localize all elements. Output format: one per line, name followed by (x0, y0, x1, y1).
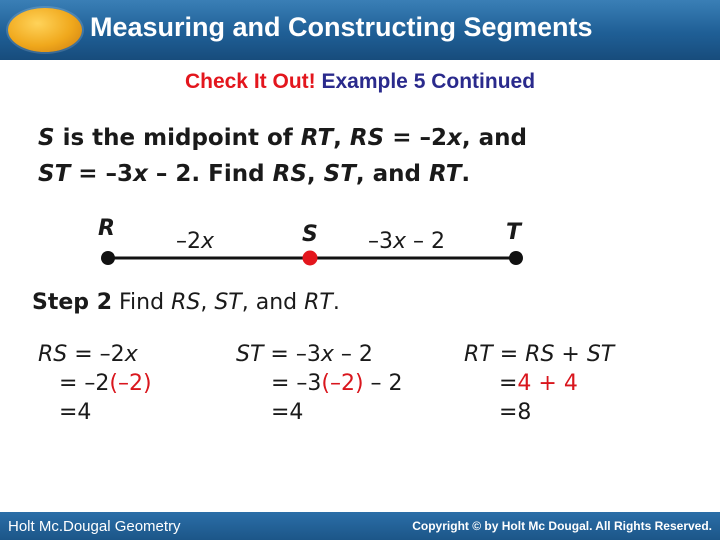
footer-bar (0, 512, 720, 540)
text-fragment: ST (323, 161, 356, 187)
text-fragment: RS (349, 125, 385, 151)
text-fragment: . (332, 290, 340, 315)
text-fragment: = –2 (38, 371, 110, 396)
substituted-value: (–2) (109, 371, 152, 396)
text-fragment: – 2 (406, 229, 446, 254)
text-fragment: S (38, 125, 55, 151)
text-fragment: = (492, 342, 526, 367)
text-fragment: RS (171, 290, 201, 315)
text-fragment: RT (304, 290, 333, 315)
text-fragment: RS (525, 342, 555, 367)
text-fragment: = –3 (263, 342, 321, 367)
text-fragment: =8 (464, 400, 532, 425)
text-fragment: , (306, 161, 324, 187)
problem-statement (38, 120, 698, 192)
text-fragment: is the midpoint of (54, 125, 301, 151)
text-fragment: , and (355, 161, 430, 187)
text-fragment: – 2 (333, 342, 373, 367)
text-fragment: RS (38, 342, 68, 367)
rs-row-3 (38, 398, 152, 427)
st-work (236, 340, 403, 427)
text-fragment: + (531, 371, 564, 396)
text-fragment: , (200, 290, 215, 315)
text-fragment: x (447, 125, 462, 151)
slide-title: Measuring and Constructing Segments (90, 12, 593, 42)
substituted-value: 4 (563, 371, 578, 396)
rs-work (38, 340, 152, 427)
text-fragment: = (464, 371, 518, 396)
substituted-value: (–2) (321, 371, 364, 396)
point-label-s: S (302, 222, 318, 247)
point-label-t: T (506, 220, 522, 245)
text-fragment: , (333, 125, 350, 151)
rt-row-3 (464, 398, 614, 427)
text-fragment: = –3 (70, 161, 134, 187)
rt-row-2 (464, 369, 614, 398)
text-fragment: x (124, 342, 138, 367)
segment-diagram (98, 248, 528, 268)
text-fragment: = –3 (236, 371, 322, 396)
st-row-2 (236, 369, 403, 398)
point-t (509, 251, 523, 265)
rs-row-2 (38, 369, 152, 398)
text-fragment: =4 (236, 400, 304, 425)
text-fragment: RT (429, 161, 462, 187)
st-row-1 (236, 340, 403, 369)
text-fragment: x (320, 342, 334, 367)
text-fragment: ST (586, 342, 615, 367)
problem-line-2 (38, 156, 698, 192)
text-fragment: x (133, 161, 148, 187)
text-fragment: –3 (368, 229, 393, 254)
example-label: Example 5 Continued (321, 70, 536, 93)
point-r (101, 251, 115, 265)
text-fragment: –2 (176, 229, 201, 254)
text-fragment: – 2 (363, 371, 403, 396)
step-2 (32, 290, 340, 315)
text-fragment: + (554, 342, 587, 367)
title-bar (0, 0, 720, 60)
problem-line-1 (38, 120, 698, 156)
text-fragment: RT (300, 125, 334, 151)
oval-logo-icon (8, 8, 82, 52)
text-fragment: RS (272, 161, 307, 187)
text-fragment: , and (461, 125, 527, 151)
text-fragment: , and (241, 290, 305, 315)
text-fragment: . (461, 161, 471, 187)
check-it-out-label: Check It Out! (184, 70, 316, 93)
rt-work (464, 340, 614, 427)
step-label: Step 2 (32, 290, 112, 315)
text-fragment: – 2. Find (147, 161, 273, 187)
text-fragment: ST (38, 161, 71, 187)
text-fragment: ST (236, 342, 264, 367)
text-fragment: ST (214, 290, 242, 315)
point-s-midpoint (303, 251, 318, 266)
footer-copyright: Copyright © by Holt Mc Dougal. All Rights Reserved. (412, 519, 712, 533)
text-fragment: x (393, 229, 407, 254)
text-fragment: = –2 (67, 342, 125, 367)
text-fragment: x (201, 229, 215, 254)
text-fragment: Find (112, 290, 172, 315)
rs-row-1 (38, 340, 152, 369)
footer-publisher: Holt Mc.Dougal Geometry (8, 518, 181, 535)
example-heading (0, 70, 720, 94)
text-fragment: RT (464, 342, 493, 367)
point-label-r: R (98, 216, 115, 241)
text-fragment: =4 (38, 400, 92, 425)
substituted-value: 4 (517, 371, 532, 396)
rt-row-1 (464, 340, 614, 369)
text-fragment: = –2 (384, 125, 447, 151)
st-row-3 (236, 398, 403, 427)
